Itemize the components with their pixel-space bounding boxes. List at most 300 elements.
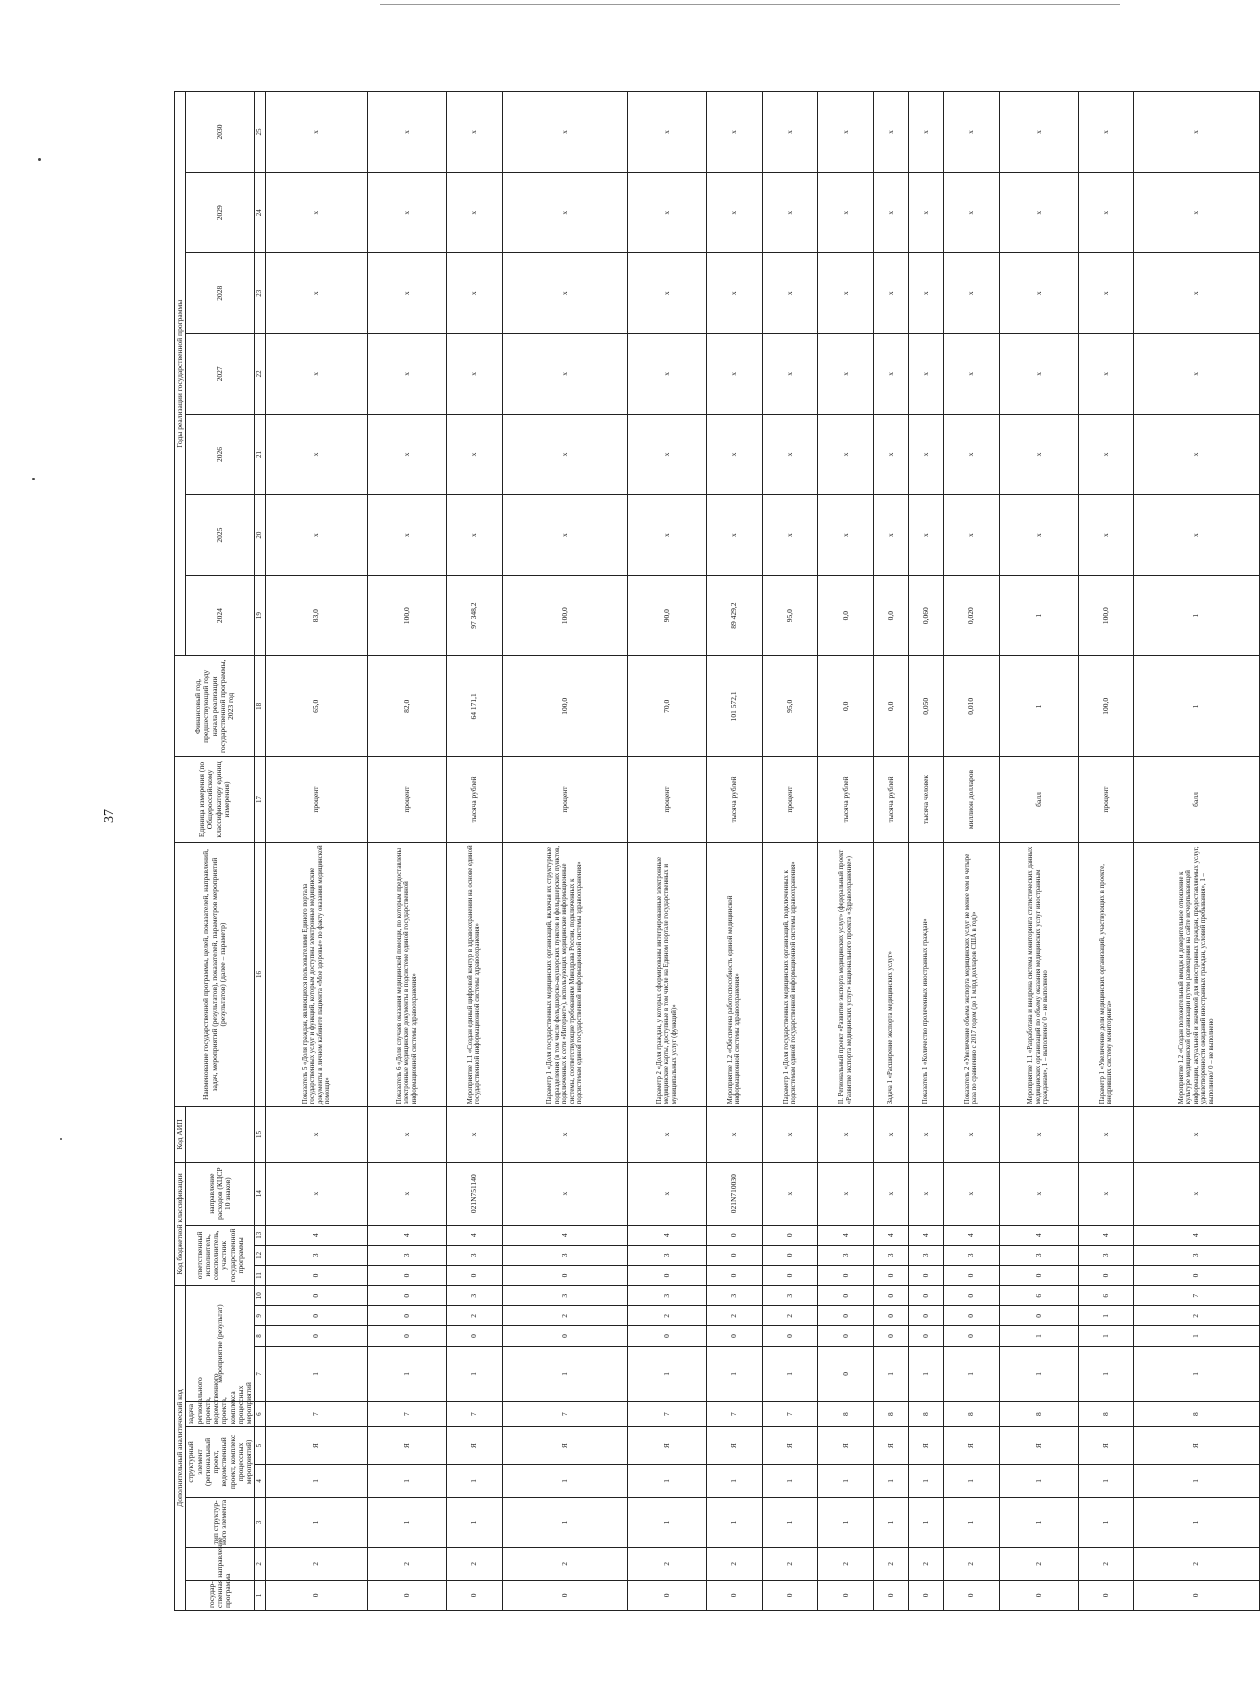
- meropr-header: мероприятие (результат): [186, 1286, 255, 1402]
- year-value-cell: х: [1078, 495, 1134, 576]
- code-cell: 2: [999, 1548, 1078, 1581]
- name-cell: Показатель 5 «Доля граждан, являющихся пользователями Единого портала государственных услуг и функций, которым доступны электронные медицинские документы в личном кабинете пациента «Мое здоровье» по факту оказания медицинской помощи»: [265, 842, 367, 1106]
- year-header: 2025: [186, 495, 255, 576]
- code-cell: 2: [1134, 1548, 1259, 1581]
- code-cell: 1: [874, 1346, 909, 1401]
- code-cell: 7: [762, 1402, 818, 1427]
- code-cell: 0: [818, 1265, 874, 1285]
- code-cell: 0: [502, 1265, 627, 1285]
- code-cell: х: [818, 1107, 874, 1162]
- zadacha-header: задача регионального проекта, ведомственного проекта, комплекса процессных мероприятий: [186, 1402, 255, 1427]
- column-number: 21: [255, 414, 266, 495]
- napr-header: направление: [186, 1548, 255, 1581]
- code-cell: 0: [943, 1265, 999, 1285]
- unit-cell: тысяча человек: [909, 757, 944, 843]
- code-cell: 1: [628, 1346, 707, 1401]
- name-cell: II. Региональный проект «Развитие экспорта медицинских услуг» (федеральный проект «Развитие экспорта медицинских услуг» национального проекта «Здравоохранение»): [818, 842, 874, 1106]
- table-row: [818, 92, 874, 1611]
- code-cell: 0: [762, 1225, 818, 1245]
- year-value-cell: 0,0: [874, 575, 909, 656]
- code-cell: 0: [818, 1306, 874, 1326]
- code-cell: 0: [909, 1265, 944, 1285]
- year-value-cell: х: [874, 253, 909, 334]
- base-value-cell: 1: [1134, 656, 1259, 757]
- code-cell: 3: [943, 1245, 999, 1265]
- code-cell: 3: [502, 1286, 627, 1306]
- dop-code-header: Дополнительный аналитический код: [175, 1286, 186, 1611]
- year-value-cell: х: [762, 253, 818, 334]
- year-value-cell: х: [502, 172, 627, 253]
- code-cell: 2: [1078, 1548, 1134, 1581]
- year-value-cell: х: [368, 414, 447, 495]
- code-cell: 1: [502, 1346, 627, 1401]
- code-cell: 0: [874, 1286, 909, 1306]
- year-value-cell: х: [1078, 414, 1134, 495]
- code-cell: 1: [368, 1497, 447, 1547]
- year-value-cell: х: [628, 495, 707, 576]
- year-value-cell: 97 348,2: [446, 575, 502, 656]
- code-cell: 2: [502, 1306, 627, 1326]
- code-cell: х: [874, 1162, 909, 1225]
- code-cell: 3: [446, 1286, 502, 1306]
- years-title-header: Годы реализации государственной программы: [175, 92, 186, 656]
- struct-header: структурный элемент (региональный проект, ведомственный проект, комплекс процессных мероприятий): [186, 1427, 255, 1498]
- code-cell: 3: [628, 1245, 707, 1265]
- table-row: [874, 92, 909, 1611]
- column-number: 15: [255, 1107, 266, 1162]
- code-cell: 1: [265, 1464, 367, 1497]
- year-value-cell: х: [762, 414, 818, 495]
- code-cell: х: [628, 1107, 707, 1162]
- code-cell: 2: [1134, 1306, 1259, 1326]
- code-cell: 1: [502, 1464, 627, 1497]
- code-cell: 0: [909, 1580, 944, 1610]
- base-value-cell: 100,0: [502, 656, 627, 757]
- column-number: 14: [255, 1162, 266, 1225]
- code-cell: 3: [999, 1245, 1078, 1265]
- year-value-cell: х: [446, 334, 502, 415]
- code-cell: 3: [706, 1286, 762, 1306]
- code-cell: 0: [762, 1245, 818, 1265]
- code-cell: 4: [874, 1225, 909, 1245]
- unit-cell: процент: [762, 757, 818, 843]
- name-cell: Мероприятие 1.2 «Обеспечена работоспособность единой медицинской информационной системы здравоохранения»: [706, 842, 762, 1106]
- code-cell: 0: [943, 1286, 999, 1306]
- code-cell: 2: [818, 1548, 874, 1581]
- year-value-cell: х: [909, 253, 944, 334]
- year-value-cell: х: [1078, 172, 1134, 253]
- year-header: 2024: [186, 575, 255, 656]
- code-cell: 0: [818, 1346, 874, 1401]
- year-value-cell: х: [999, 253, 1078, 334]
- base-value-cell: 95,0: [762, 656, 818, 757]
- code-cell: Я: [999, 1427, 1078, 1465]
- year-value-cell: х: [628, 253, 707, 334]
- code-cell: 3: [909, 1245, 944, 1265]
- column-number-row: [255, 92, 266, 1611]
- code-cell: 0: [446, 1580, 502, 1610]
- code-cell: 2: [762, 1548, 818, 1581]
- year-value-cell: х: [706, 172, 762, 253]
- year-header: 2028: [186, 253, 255, 334]
- code-cell: 1: [999, 1346, 1078, 1401]
- table-row: [628, 92, 707, 1611]
- code-cell: х: [762, 1107, 818, 1162]
- year-value-cell: х: [1078, 253, 1134, 334]
- year-value-cell: х: [265, 495, 367, 576]
- base-value-cell: 82,0: [368, 656, 447, 757]
- code-cell: 3: [502, 1245, 627, 1265]
- name-cell: Показатель 6 «Доля случаев оказания медицинской помощи, по которым предоставлены электронные медицинские документы в подсистеме единой государственной информационной системы здравоохранения»: [368, 842, 447, 1106]
- table-row: [943, 92, 999, 1611]
- code-cell: Я: [628, 1427, 707, 1465]
- year-value-cell: х: [943, 495, 999, 576]
- code-cell: х: [1078, 1107, 1134, 1162]
- year-value-cell: х: [943, 414, 999, 495]
- year-value-cell: х: [999, 495, 1078, 576]
- code-cell: 021N710030: [706, 1162, 762, 1225]
- unit-cell: тысяча рублей: [874, 757, 909, 843]
- code-cell: 7: [502, 1402, 627, 1427]
- code-cell: 4: [909, 1225, 944, 1245]
- code-cell: 3: [628, 1286, 707, 1306]
- code-cell: 7: [265, 1402, 367, 1427]
- column-number: 20: [255, 495, 266, 576]
- code-cell: 0: [943, 1306, 999, 1326]
- code-cell: 7: [446, 1402, 502, 1427]
- code-cell: х: [1078, 1162, 1134, 1225]
- column-number: 12: [255, 1245, 266, 1265]
- code-cell: 1: [762, 1497, 818, 1547]
- year-value-cell: х: [1134, 414, 1259, 495]
- scan-speck: [32, 478, 35, 480]
- column-number: 10: [255, 1286, 266, 1306]
- code-cell: 0: [706, 1326, 762, 1346]
- year-value-cell: х: [502, 414, 627, 495]
- code-cell: 3: [818, 1245, 874, 1265]
- year-value-cell: х: [999, 414, 1078, 495]
- name-cell: Мероприятие 1.2 «Создан положительный имидж и доверительное отношение к культуре медицинской организации путем размещения на сайте исчерпывающей информации, актуальной и значимой для иностранных граждан, предоставляемых услуг, удовлетворенности ожиданий иностранных граждан, условий пребывания», 1 – выполнено/ 0 – не выполнено: [1134, 842, 1259, 1106]
- table-row: [762, 92, 818, 1611]
- year-value-cell: х: [628, 92, 707, 173]
- unit-cell: тысяча рублей: [706, 757, 762, 843]
- unit-cell: процент: [368, 757, 447, 843]
- code-cell: х: [265, 1162, 367, 1225]
- year-value-cell: х: [502, 253, 627, 334]
- code-cell: 7: [628, 1402, 707, 1427]
- column-number: 17: [255, 757, 266, 843]
- year-value-cell: х: [999, 92, 1078, 173]
- year-value-cell: х: [446, 172, 502, 253]
- year-value-cell: х: [368, 92, 447, 173]
- napr-rash-header: направление расходов (КЦСР 10 знаков): [186, 1162, 255, 1225]
- code-cell: Я: [706, 1427, 762, 1465]
- code-cell: 1: [368, 1346, 447, 1401]
- code-cell: 021N751140: [446, 1162, 502, 1225]
- column-number: 9: [255, 1306, 266, 1326]
- unit-cell: тысяча рублей: [446, 757, 502, 843]
- year-value-cell: х: [706, 92, 762, 173]
- base-value-cell: 101 572,1: [706, 656, 762, 757]
- code-cell: х: [1134, 1162, 1259, 1225]
- column-number: 5: [255, 1427, 266, 1465]
- year-value-cell: х: [265, 172, 367, 253]
- unit-cell: процент: [628, 757, 707, 843]
- table-row: [368, 92, 447, 1611]
- column-number: 25: [255, 92, 266, 173]
- year-value-cell: 0,060: [909, 575, 944, 656]
- code-cell: х: [368, 1162, 447, 1225]
- year-value-cell: х: [874, 495, 909, 576]
- table-row: [502, 92, 627, 1611]
- code-cell: 1: [706, 1346, 762, 1401]
- code-cell: 1: [446, 1497, 502, 1547]
- year-value-cell: х: [446, 253, 502, 334]
- base-value-cell: 0,050: [909, 656, 944, 757]
- column-number: 1: [255, 1580, 266, 1610]
- base-value-cell: 64 171,1: [446, 656, 502, 757]
- code-cell: 3: [762, 1286, 818, 1306]
- year-value-cell: х: [909, 92, 944, 173]
- code-cell: Я: [874, 1427, 909, 1465]
- code-cell: 0: [265, 1306, 367, 1326]
- column-number: 2: [255, 1548, 266, 1581]
- code-cell: 3: [874, 1245, 909, 1265]
- code-cell: х: [368, 1107, 447, 1162]
- code-cell: 1: [628, 1464, 707, 1497]
- column-number: 11: [255, 1265, 266, 1285]
- code-cell: 8: [874, 1402, 909, 1427]
- year-value-cell: х: [818, 253, 874, 334]
- table-row: [1134, 92, 1259, 1611]
- code-cell: 0: [943, 1326, 999, 1346]
- code-cell: 0: [368, 1286, 447, 1306]
- code-cell: 2: [265, 1548, 367, 1581]
- code-cell: 1: [446, 1346, 502, 1401]
- code-cell: Я: [1078, 1427, 1134, 1465]
- code-cell: 4: [368, 1225, 447, 1245]
- code-cell: 0: [762, 1580, 818, 1610]
- code-cell: 4: [502, 1225, 627, 1245]
- code-cell: 0: [762, 1326, 818, 1346]
- code-cell: 8: [1078, 1402, 1134, 1427]
- code-cell: 2: [943, 1548, 999, 1581]
- code-cell: 0: [628, 1265, 707, 1285]
- code-cell: 1: [265, 1497, 367, 1547]
- name-cell: Параметр 1 «Увеличение доли медицинских организаций, участвующих в проекте, внедривших систему мониторинга»: [1078, 842, 1134, 1106]
- name-cell: Мероприятие 1.1 «Разработана и внедрена система мониторинга статистических данных медицинских организаций по объему оказания медицинских услуг иностранным гражданам», 1 – выполнено/ 0 – не выполнено: [999, 842, 1078, 1106]
- code-cell: Я: [502, 1427, 627, 1465]
- base-value-cell: 70,0: [628, 656, 707, 757]
- code-cell: х: [502, 1162, 627, 1225]
- year-header: 2026: [186, 414, 255, 495]
- column-number: 6: [255, 1402, 266, 1427]
- year-value-cell: 83,0: [265, 575, 367, 656]
- year-value-cell: х: [909, 414, 944, 495]
- code-cell: 8: [818, 1402, 874, 1427]
- code-cell: 0: [628, 1580, 707, 1610]
- name-cell: Параметр 1 «Доля государственных медицинских организаций, включая их структурные подразделения (в том числе фельдшерско-акушерских пунктов и фельдшерских пунктов, подключенных к сети «Интернет»), использующих медицинские информационные системы, соответствующие требованиям Минздрава России, подключенных к подсистемам единой государственной информационной системы здравоохранения»: [502, 842, 627, 1106]
- code-cell: х: [818, 1162, 874, 1225]
- code-cell: х: [909, 1107, 944, 1162]
- year-value-cell: 100,0: [502, 575, 627, 656]
- code-cell: 2: [628, 1306, 707, 1326]
- unit-header: Единица измерения (по Общероссийскому классификатору единиц измерения): [175, 757, 255, 843]
- column-number: 4: [255, 1464, 266, 1497]
- code-cell: 0: [818, 1580, 874, 1610]
- year-value-cell: 89 429,2: [706, 575, 762, 656]
- code-cell: 0: [368, 1326, 447, 1346]
- code-cell: 2: [762, 1306, 818, 1326]
- code-cell: 2: [874, 1548, 909, 1581]
- code-cell: 4: [1078, 1225, 1134, 1245]
- code-cell: 2: [706, 1306, 762, 1326]
- code-cell: Я: [762, 1427, 818, 1465]
- year-value-cell: х: [1134, 495, 1259, 576]
- base-year-header: Финансовый год, предшествующий году начала реализации государственной программы, 2023 год: [175, 656, 255, 757]
- year-value-cell: х: [909, 172, 944, 253]
- year-value-cell: х: [909, 495, 944, 576]
- code-cell: 8: [909, 1402, 944, 1427]
- table-row: [909, 92, 944, 1611]
- code-cell: 1: [502, 1497, 627, 1547]
- year-value-cell: х: [874, 414, 909, 495]
- year-value-cell: х: [874, 172, 909, 253]
- code-cell: 4: [818, 1225, 874, 1245]
- name-cell: Показатель 1 «Количество пролеченных иностранных граждан»: [909, 842, 944, 1106]
- year-value-cell: 90,0: [628, 575, 707, 656]
- year-value-cell: х: [706, 414, 762, 495]
- code-cell: 7: [706, 1402, 762, 1427]
- code-cell: 0: [502, 1326, 627, 1346]
- year-header: 2029: [186, 172, 255, 253]
- code-cell: 0: [502, 1580, 627, 1610]
- code-cell: Я: [1134, 1427, 1259, 1465]
- code-cell: 0: [446, 1265, 502, 1285]
- code-cell: 1: [818, 1497, 874, 1547]
- code-cell: 1: [1134, 1346, 1259, 1401]
- code-cell: 2: [368, 1548, 447, 1581]
- code-cell: 0: [1134, 1265, 1259, 1285]
- code-cell: 0: [706, 1265, 762, 1285]
- code-cell: 3: [446, 1245, 502, 1265]
- scan-edge-line: [380, 4, 1120, 5]
- year-value-cell: х: [818, 495, 874, 576]
- code-cell: 1: [874, 1497, 909, 1547]
- year-value-cell: х: [943, 253, 999, 334]
- code-cell: 2: [502, 1548, 627, 1581]
- year-value-cell: х: [628, 414, 707, 495]
- name-cell: Параметр 2 «Доля граждан, у которых сформированы интегрированные электронные медицинские карты, доступные в том числе на Едином портале государственных и муниципальных услуг (функций)»: [628, 842, 707, 1106]
- year-value-cell: х: [446, 414, 502, 495]
- code-cell: 0: [874, 1265, 909, 1285]
- column-number: 23: [255, 253, 266, 334]
- code-cell: х: [943, 1162, 999, 1225]
- code-cell: 1: [1078, 1497, 1134, 1547]
- unit-cell: миллион долларов: [943, 757, 999, 843]
- table-body: [265, 92, 1259, 1611]
- code-cell: Я: [909, 1427, 944, 1465]
- column-number: 13: [255, 1225, 266, 1245]
- year-value-cell: х: [446, 92, 502, 173]
- code-cell: 4: [1134, 1225, 1259, 1245]
- column-number: 19: [255, 575, 266, 656]
- code-cell: 2: [628, 1548, 707, 1581]
- code-cell: 0: [999, 1306, 1078, 1326]
- code-cell: 1: [943, 1346, 999, 1401]
- year-value-cell: 1: [1134, 575, 1259, 656]
- code-cell: 1: [943, 1464, 999, 1497]
- code-cell: 1: [874, 1464, 909, 1497]
- code-cell: 0: [874, 1580, 909, 1610]
- code-cell: 1: [265, 1346, 367, 1401]
- code-cell: 4: [943, 1225, 999, 1245]
- code-cell: Я: [446, 1427, 502, 1465]
- code-cell: 3: [368, 1245, 447, 1265]
- year-value-cell: 95,0: [762, 575, 818, 656]
- code-cell: 3: [1078, 1245, 1134, 1265]
- code-cell: 1: [762, 1464, 818, 1497]
- code-cell: х: [999, 1162, 1078, 1225]
- code-cell: 0: [446, 1326, 502, 1346]
- code-cell: 0: [368, 1580, 447, 1610]
- column-number: 3: [255, 1497, 266, 1547]
- year-value-cell: 0,0: [818, 575, 874, 656]
- code-cell: 1: [909, 1497, 944, 1547]
- unit-cell: тысяча рублей: [818, 757, 874, 843]
- unit-cell: процент: [1078, 757, 1134, 843]
- code-cell: 0: [818, 1326, 874, 1346]
- code-cell: 8: [999, 1402, 1078, 1427]
- code-cell: 0: [909, 1286, 944, 1306]
- code-cell: 0: [1134, 1580, 1259, 1610]
- name-cell: Мероприятие 1.1 «Создан единый цифровой контур в здравоохранении на основе единой государственной информационной системы здравоохранения»: [446, 842, 502, 1106]
- code-cell: 0: [706, 1245, 762, 1265]
- name-cell: Задача 1 «Расширение экспорта медицинских услуг»: [874, 842, 909, 1106]
- year-value-cell: х: [265, 414, 367, 495]
- code-cell: х: [874, 1107, 909, 1162]
- code-cell: 0: [368, 1306, 447, 1326]
- aip-sub: [186, 1107, 255, 1162]
- year-value-cell: х: [943, 172, 999, 253]
- code-cell: 0: [628, 1326, 707, 1346]
- year-value-cell: х: [762, 334, 818, 415]
- code-cell: 2: [446, 1306, 502, 1326]
- code-cell: Я: [265, 1427, 367, 1465]
- code-cell: 0: [1078, 1580, 1134, 1610]
- code-cell: 0: [999, 1265, 1078, 1285]
- year-value-cell: х: [1078, 92, 1134, 173]
- code-cell: 7: [368, 1402, 447, 1427]
- column-number: 22: [255, 334, 266, 415]
- year-value-cell: х: [1134, 172, 1259, 253]
- code-cell: 1: [1078, 1464, 1134, 1497]
- code-cell: 2: [706, 1548, 762, 1581]
- code-cell: 1: [706, 1464, 762, 1497]
- code-cell: 1: [1134, 1326, 1259, 1346]
- table-row: [999, 92, 1078, 1611]
- code-cell: 0: [762, 1265, 818, 1285]
- tip-header: тип структур-ного элемента: [186, 1497, 255, 1547]
- code-cell: х: [628, 1162, 707, 1225]
- gp-header: государ-ственная программа: [186, 1580, 255, 1610]
- year-value-cell: х: [502, 92, 627, 173]
- year-value-cell: х: [762, 92, 818, 173]
- column-number: 8: [255, 1326, 266, 1346]
- code-cell: х: [762, 1162, 818, 1225]
- year-value-cell: х: [874, 334, 909, 415]
- column-number: 7: [255, 1346, 266, 1401]
